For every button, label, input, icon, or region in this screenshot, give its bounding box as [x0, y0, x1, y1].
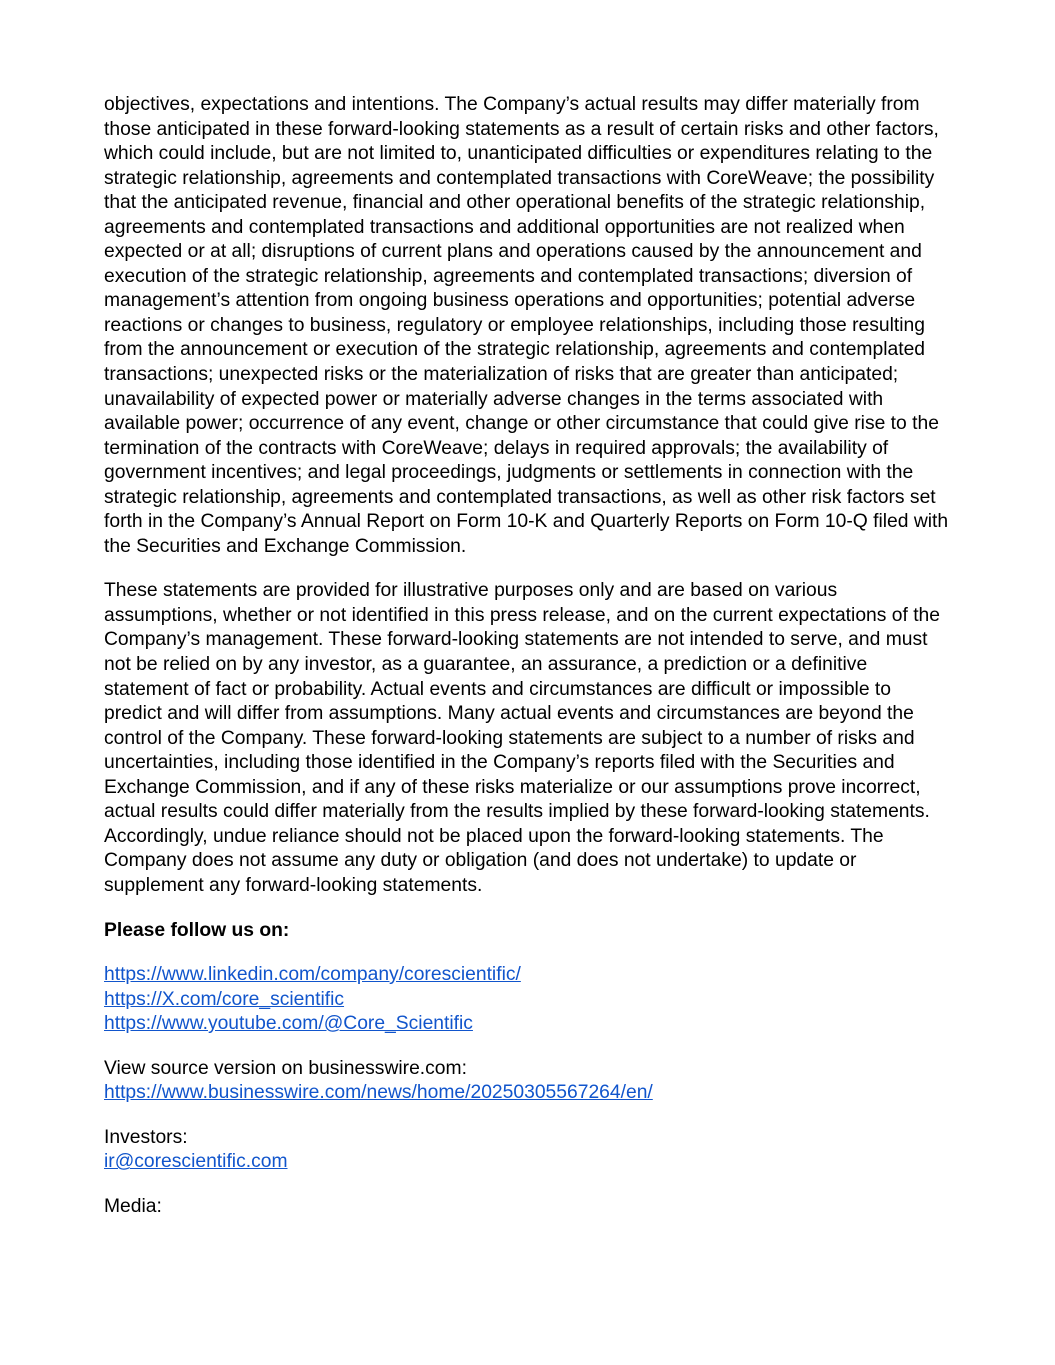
x-link[interactable]: https://X.com/core_scientific [104, 988, 345, 1010]
youtube-link[interactable]: https://www.youtube.com/@Core_Scientific [104, 1013, 473, 1035]
social-links-list [104, 963, 954, 1037]
investors-contact-block [104, 1126, 954, 1175]
linkedin-link[interactable]: https://www.linkedin.com/company/corescientific/ [104, 964, 521, 986]
media-contact-block [104, 1195, 954, 1220]
media-label: Media: [104, 1195, 162, 1217]
document-page [104, 93, 954, 1219]
source-label: View source version on businesswire.com: [104, 1057, 467, 1079]
investors-label: Investors: [104, 1126, 188, 1148]
source-version-block [104, 1057, 954, 1106]
forward-looking-risks-paragraph: objectives, expectations and intentions. The Company’s actual results may differ materially from those anticipated in these forward-looking statements as a result of certain risks and other factors, which could include, but are not limited to, unanticipated difficulties or expenditures relating to the strategic relationship, agreements and contemplated transactions with CoreWeave; the possibility that the anticipated revenue, financial and other operational benefits of the strategic relationship, agreements and contemplated transactions and additional opportunities are not realized when expected or at all; disruptions of current plans and operations caused by the announcement and execution of the strategic relationship, agreements and contemplated transactions; diversion of management’s attention from ongoing business operations and opportunities; potential adverse reactions or changes to business, regulatory or employee relationships, including those resulting from the announcement or execution of the strategic relationship, agreements and contemplated transactions; unexpected risks or the materialization of risks that are greater than anticipated; unavailability of expected power or materially adverse changes in the terms associated with available power; occurrence of any event, change or other circumstance that could give rise to the termination of the contracts with CoreWeave; delays in required approvals; the availability of government incentives; and legal proceedings, judgments or settlements in connection with the strategic relationship, agreements and contemplated transactions, as well as other risk factors set forth in the Company’s Annual Report on Form 10-K and Quarterly Reports on Form 10-Q filed with the Securities and Exchange Commission. [104, 94, 949, 557]
businesswire-link[interactable]: https://www.businesswire.com/news/home/20250305567264/en/ [104, 1082, 653, 1104]
follow-us-heading: Please follow us on: [104, 919, 290, 941]
investors-email-link[interactable]: ir@corescientific.com [104, 1151, 288, 1173]
illustrative-purposes-paragraph: These statements are provided for illustrative purposes only and are based on various assumptions, whether or not identified in this press release, and on the current expectations of the Company’s management. These forward-looking statements are not intended to serve, and must not be relied on by any investor, as a guarantee, an assurance, a prediction or a definitive statement of fact or probability. Actual events and circumstances are difficult or impossible to predict and will differ from assumptions. Many actual events and circumstances are beyond the control of the Company. These forward-looking statements are subject to a number of risks and uncertainties, including those identified in the Company’s reports filed with the Securities and Exchange Commission, and if any of these risks materialize or our assumptions prove incorrect, actual results could differ materially from the results implied by these forward-looking statements. Accordingly, undue reliance should not be placed upon the forward-looking statements. The Company does not assume any duty or obligation (and does not undertake) to update or supplement any forward-looking statements. [104, 580, 941, 896]
